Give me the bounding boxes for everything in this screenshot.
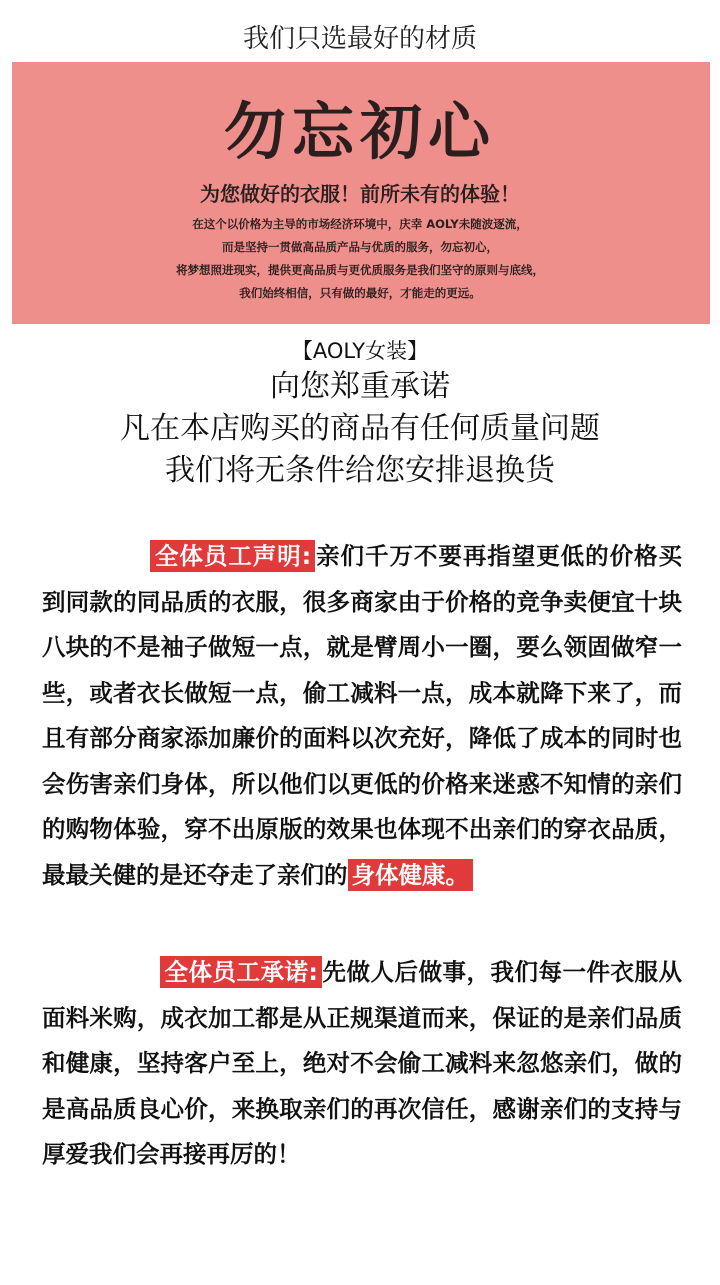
- promise-line: 我们将无条件给您安排退换货: [165, 453, 555, 488]
- banner-subtitle: 为您做好的衣服！前所未有的体验！: [200, 182, 520, 206]
- commitment-paragraph: [42, 950, 682, 1178]
- statement-paragraph: [42, 534, 682, 898]
- banner-line: 我们始终相信，只有做的最好，才能走的更远。: [239, 286, 481, 300]
- statement-text: 亲们千万不要再指望更低的价格买到同款的同品质的衣服，很多商家由于价格的竞争卖便宜十块八块的不是袖子做短一点，就是臂周小一圈，要么领固做窄一些，或者衣长做短一点，偷工减料一点，成本就降下来了，而且有部分商家添加廉价的面料以次充好，降低了成本的同时也会伤害亲们身体，所以他们以更低的价格来迷惑不知情的亲们的购物体验，穿不出原版的效果也体现不出亲们的穿衣品质，最最关健的是还夺走了亲们的: [42, 542, 682, 889]
- brand-label: 【AOLY女装】: [291, 339, 429, 363]
- commitment-text: 先做人后做事，我们每一件衣服从面料米购，成衣加工都是从正规渠道而来，保证的是亲们品质和健康，坚持客户至上，绝对不会偷工减料来忽悠亲们，做的是高品质良心价，来换取亲们的再次信任，感谢亲们的支持与厚爱我们会再接再厉的！: [42, 958, 683, 1168]
- page-title: 我们只选最好的材质: [242, 24, 477, 54]
- health-highlight: 身体健康。: [348, 859, 474, 891]
- banner-line: 而是坚持一贯做高品质产品与优质的服务，勿忘初心，: [222, 240, 498, 254]
- promise-line: 向您郑重承诺: [270, 369, 450, 404]
- statement-tag: 全体员工声明:: [150, 540, 315, 572]
- banner-line: 在这个以价格为主导的市场经济环境中，庆幸 AOLY未随波逐流，: [192, 217, 528, 231]
- banner-title: 勿忘初心: [223, 95, 496, 168]
- promise-block: [0, 336, 720, 492]
- banner-line: 将梦想照进现实，提供更高品质与更优质服务是我们坚守的原则与底线，: [176, 263, 544, 277]
- promise-line: 凡在本店购买的商品有任何质量问题: [120, 411, 600, 446]
- commitment-tag: 全体员工承诺:: [160, 956, 322, 988]
- banner-text: [0, 213, 720, 305]
